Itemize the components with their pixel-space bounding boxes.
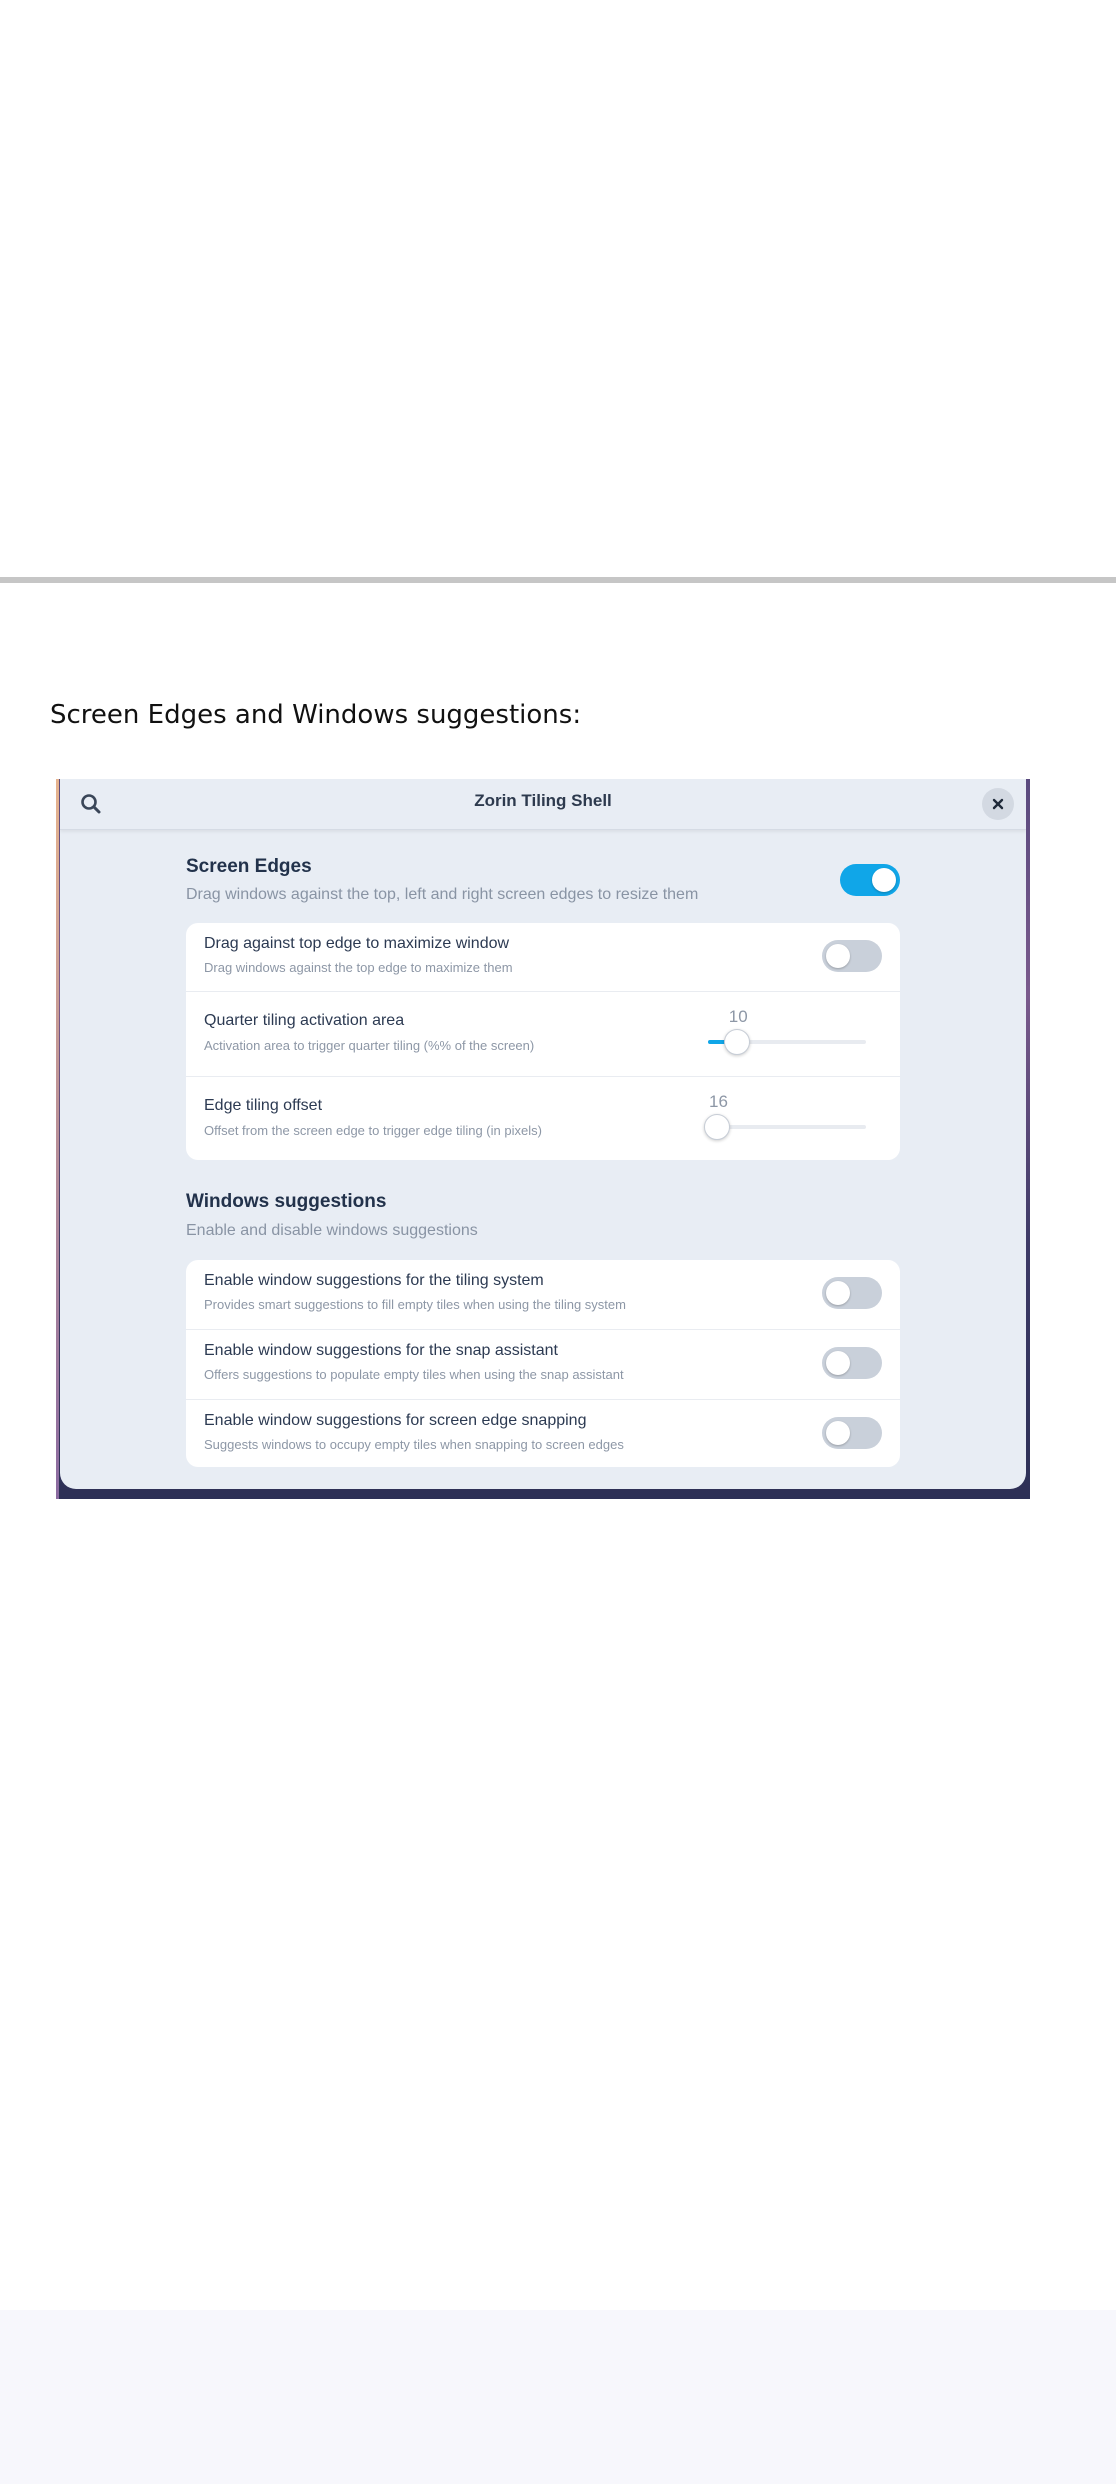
row-subtitle: Offset from the screen edge to trigger edge tiling (in pixels) [204,1123,542,1138]
row-subtitle: Provides smart suggestions to fill empty tiles when using the tiling system [204,1297,626,1312]
row-title: Enable window suggestions for screen edge snapping [204,1412,587,1429]
row-title: Enable window suggestions for the tiling system [204,1272,544,1289]
row-subtitle: Offers suggestions to populate empty tiles when using the snap assistant [204,1367,624,1382]
row-title: Drag against top edge to maximize window [204,935,510,952]
slider-value: 10 [728,1007,748,1026]
row-title: Quarter tiling activation area [204,1012,405,1029]
screenshot-caption: Screen Edges and Windows suggestions: [50,700,582,730]
slider-value: 16 [709,1092,728,1111]
suggestions-snap-assistant-toggle[interactable] [822,1347,882,1379]
quarter-tiling-row [186,992,900,1077]
close-icon [982,788,1014,820]
screen-edges-description: Drag windows against the top, left and right screen edges to resize them [186,886,699,903]
toggle-knob [872,868,896,892]
slider-handle[interactable] [704,1114,730,1140]
suggestions-snap-assistant-row [186,1330,900,1400]
suggestions-tiling-toggle[interactable] [822,1277,882,1309]
slider-track[interactable] [708,1125,866,1129]
screenshot-frame [56,779,1030,1499]
suggestions-edge-snapping-row [186,1400,900,1467]
windows-suggestions-description: Enable and disable windows suggestions [186,1222,478,1239]
wallpaper-edge [56,779,59,1499]
suggestions-edge-snapping-toggle[interactable] [822,1417,882,1449]
screen-edges-toggle[interactable] [840,864,900,896]
screen-edges-title: Screen Edges [186,856,312,877]
toggle-knob [826,1281,850,1305]
windows-suggestions-title: Windows suggestions [186,1191,387,1212]
screen-edges-card [186,923,900,1160]
toggle-knob [826,944,850,968]
slider-handle[interactable] [724,1029,750,1055]
suggestions-tiling-row [186,1260,900,1330]
top-edge-maximize-row [186,923,900,992]
top-edge-maximize-toggle[interactable] [822,940,882,972]
window-titlebar [60,779,1026,830]
row-subtitle: Activation area to trigger quarter tiling (%% of the screen) [204,1038,535,1053]
page-divider [0,577,1116,583]
row-subtitle: Drag windows against the top edge to maximize them [204,960,513,975]
windows-suggestions-card [186,1260,900,1467]
window-title: Zorin Tiling Shell [474,791,612,810]
toggle-knob [826,1351,850,1375]
edge-tiling-offset-slider[interactable] [704,1092,870,1152]
quarter-tiling-slider[interactable] [704,1007,870,1067]
close-button[interactable] [982,788,1014,820]
row-title: Edge tiling offset [204,1097,323,1114]
row-subtitle: Suggests windows to occupy empty tiles when snapping to screen edges [204,1437,624,1452]
row-title: Enable window suggestions for the snap assistant [204,1342,558,1359]
toggle-knob [826,1421,850,1445]
settings-window [60,779,1026,1489]
page-footer-band [0,2310,1116,2484]
edge-tiling-offset-row [186,1077,900,1160]
